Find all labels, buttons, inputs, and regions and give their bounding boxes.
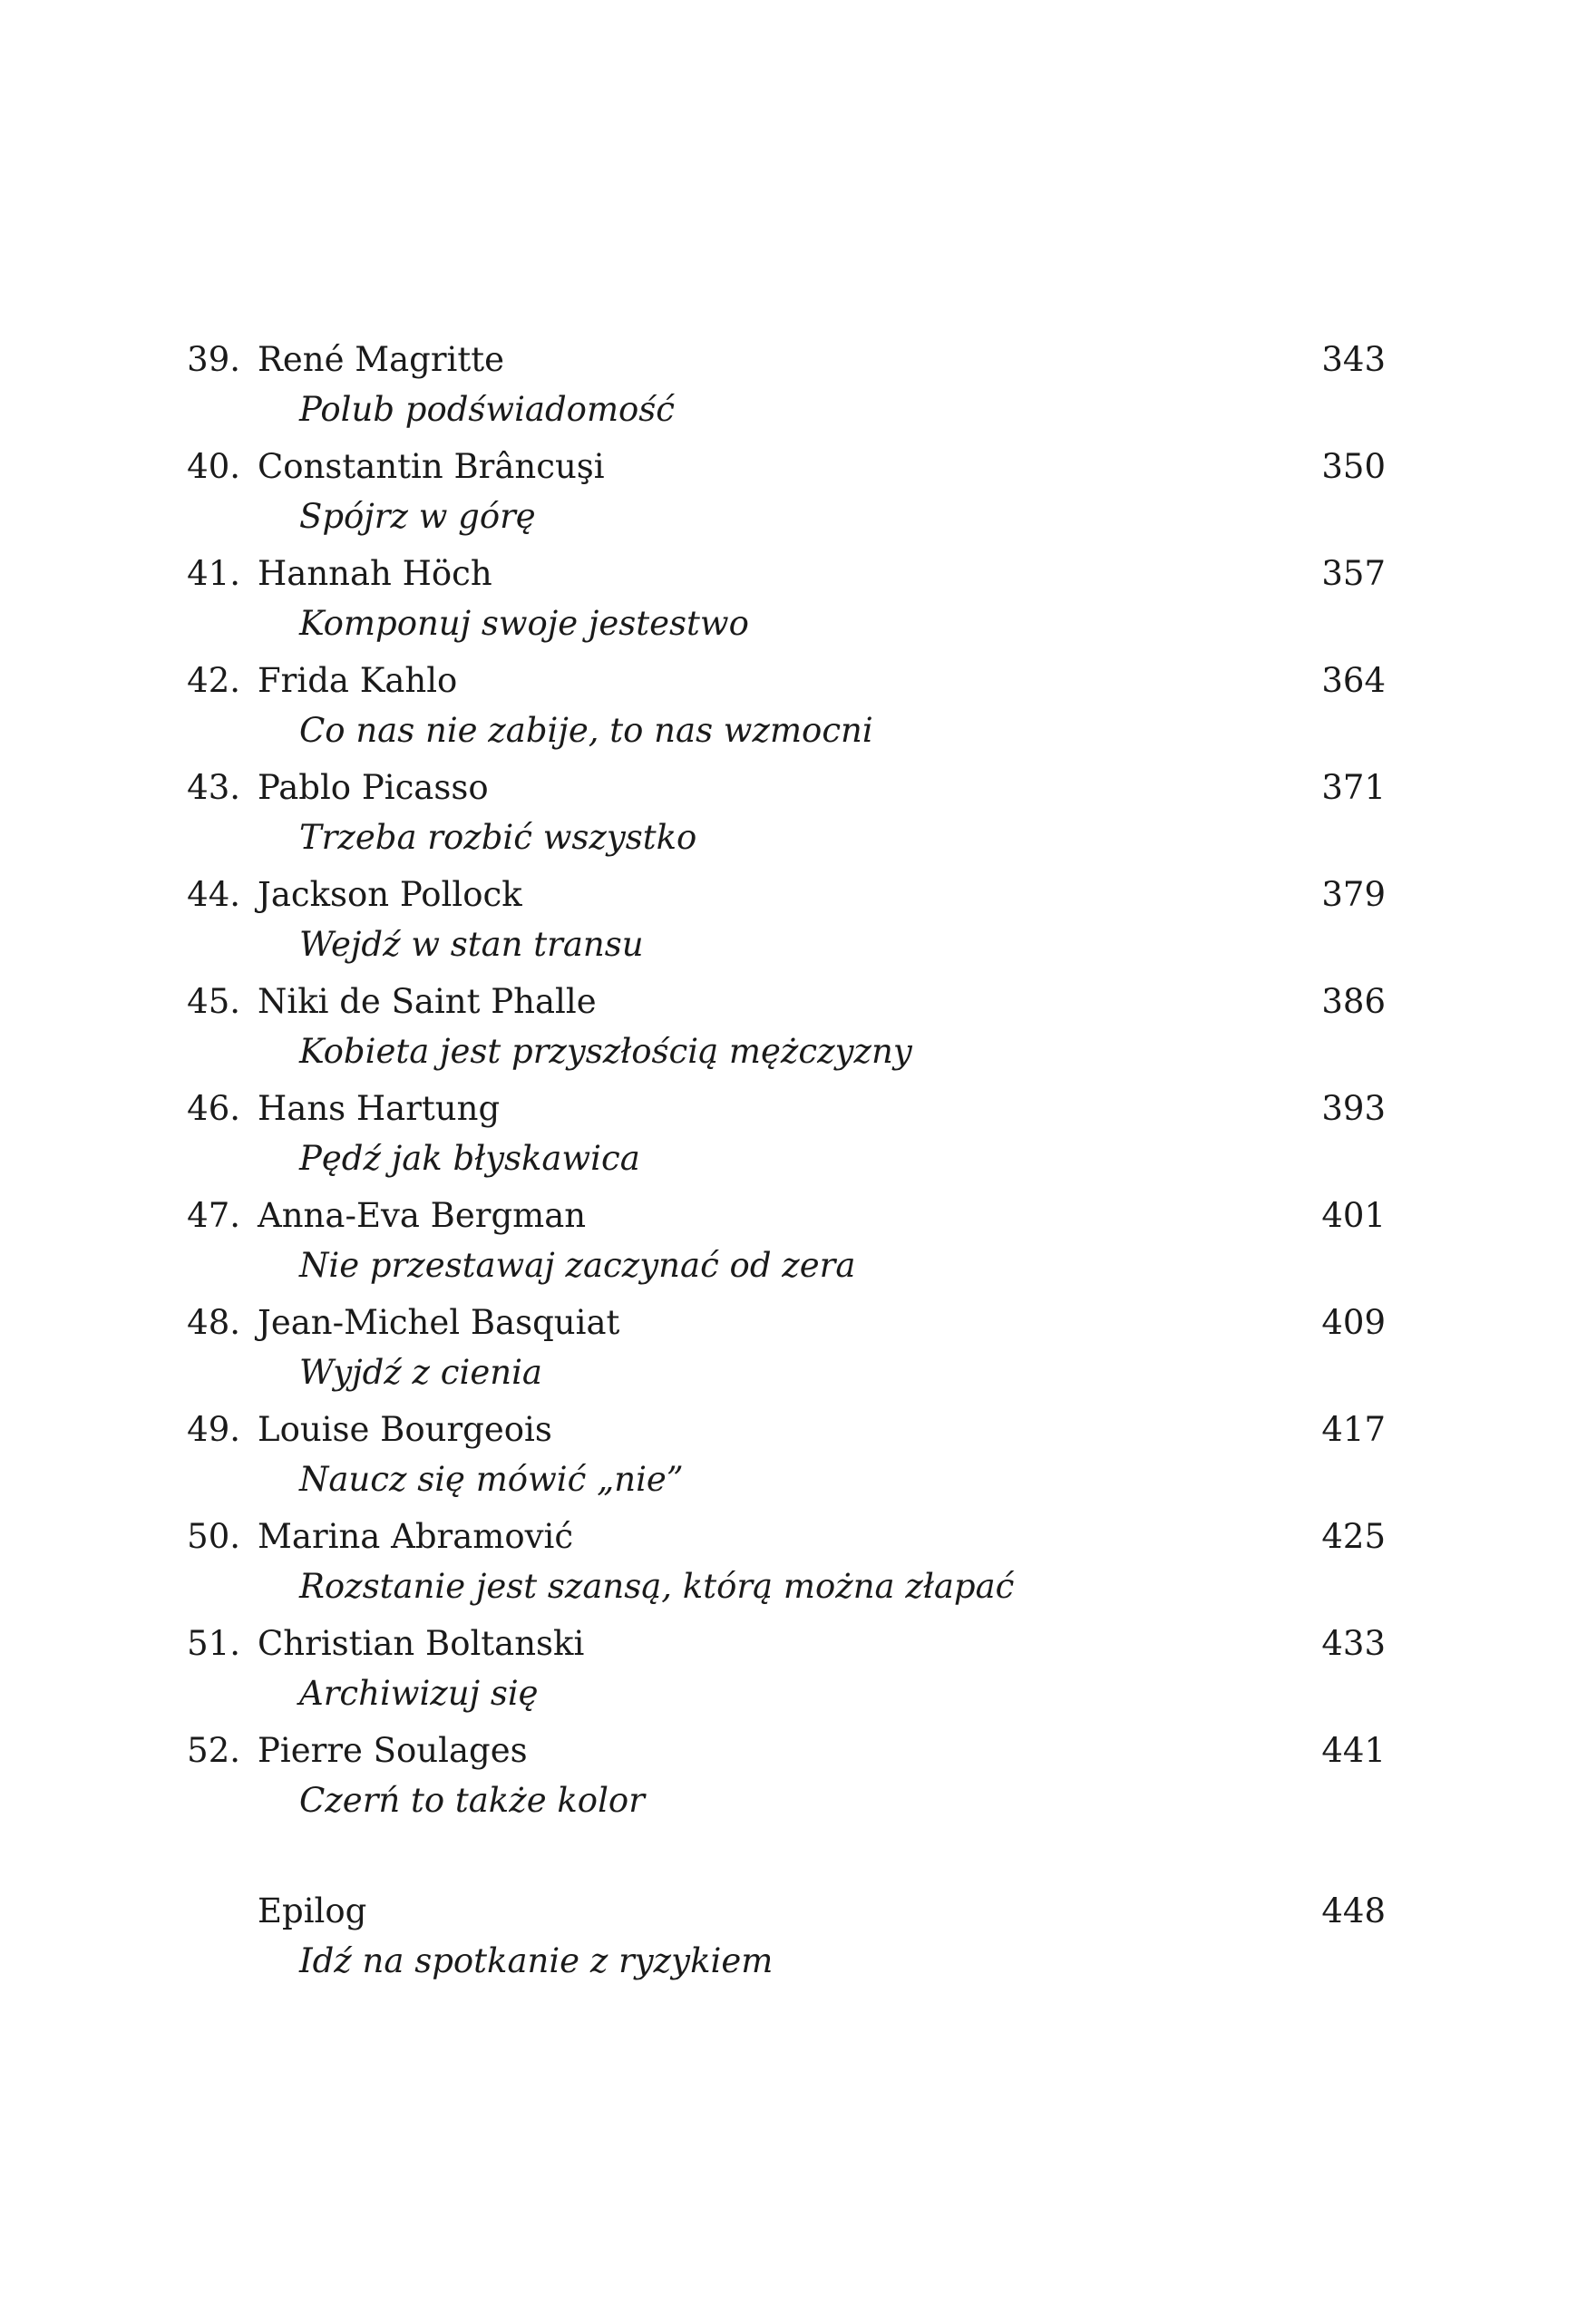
entry-page: 350 [1321,447,1386,486]
entry-page: 371 [1321,768,1386,807]
entry-name: Hans Hartung [258,1089,501,1128]
entry-page: 401 [1321,1196,1386,1235]
epilog-page: 448 [1321,1891,1386,1930]
entry-number: 49. [187,1410,240,1449]
toc-entry [0,1086,1577,1193]
toc-entry [0,1193,1577,1300]
toc-entry [0,658,1577,765]
entry-subtitle: Polub podświadomość [299,390,676,429]
toc-entry [0,551,1577,658]
entry-subtitle: Czerń to także kolor [299,1781,645,1820]
entry-name: Christian Boltanski [258,1624,585,1663]
entry-number: 51. [187,1624,240,1663]
entry-number: 39. [187,340,240,379]
entry-number: 41. [187,554,240,593]
entry-name: Niki de Saint Phalle [258,982,597,1021]
epilog-subtitle: Idź na spotkanie z ryzykiem [299,1941,774,1980]
entry-name: Pierre Soulages [258,1731,528,1770]
entry-name: Anna-Eva Bergman [258,1196,587,1235]
entry-number: 42. [187,661,240,700]
entry-name: Frida Kahlo [258,661,458,700]
entry-name: Marina Abramović [258,1517,574,1556]
entry-name: Louise Bourgeois [258,1410,552,1449]
entry-number: 40. [187,447,240,486]
toc-entry [0,1407,1577,1514]
toc-entry [0,1300,1577,1407]
entry-number: 47. [187,1196,240,1235]
entry-subtitle: Naucz się mówić „nie” [299,1460,684,1499]
toc-entry [0,1514,1577,1621]
entry-page: 425 [1321,1517,1386,1556]
entry-name: Jackson Pollock [258,875,522,914]
toc-epilog-entry [0,1889,1577,1996]
entry-page: 357 [1321,554,1386,593]
toc-entry [0,444,1577,551]
epilog-name: Epilog [258,1891,367,1930]
entry-page: 417 [1321,1410,1386,1449]
entry-name: Hannah Höch [258,554,492,593]
entry-number: 48. [187,1303,240,1342]
entry-name: Constantin Brâncuşi [258,447,605,486]
entry-subtitle: Wejdź w stan transu [299,925,644,964]
toc-entry [0,1728,1577,1835]
entry-subtitle: Wyjdź z cienia [299,1353,542,1392]
entry-page: 386 [1321,982,1386,1021]
toc-entry [0,1621,1577,1728]
entry-subtitle: Co nas nie zabije, to nas wzmocni [299,711,873,750]
entry-subtitle: Rozstanie jest szansą, którą można złapać [299,1567,1015,1606]
entry-page: 343 [1321,340,1386,379]
entry-number: 43. [187,768,240,807]
entry-page: 393 [1321,1089,1386,1128]
entry-subtitle: Nie przestawaj zaczynać od zera [299,1246,856,1285]
entry-name: Pablo Picasso [258,768,489,807]
entry-page: 433 [1321,1624,1386,1663]
entry-page: 379 [1321,875,1386,914]
entry-name: Jean-Michel Basquiat [258,1303,620,1342]
toc-entry [0,872,1577,979]
entry-number: 44. [187,875,240,914]
entry-number: 46. [187,1089,240,1128]
entry-subtitle: Komponuj swoje jestestwo [299,604,749,643]
entry-page: 441 [1321,1731,1386,1770]
entry-subtitle: Pędź jak błyskawica [299,1139,640,1178]
entry-subtitle: Spójrz w górę [299,497,536,536]
entry-subtitle: Kobieta jest przyszłością mężczyzny [299,1032,912,1071]
entry-page: 364 [1321,661,1386,700]
entry-number: 45. [187,982,240,1021]
toc-entry [0,979,1577,1086]
toc-entry [0,765,1577,872]
entry-subtitle: Archiwizuj się [299,1674,539,1713]
entry-number: 50. [187,1517,240,1556]
entry-page: 409 [1321,1303,1386,1342]
entry-name: René Magritte [258,340,505,379]
toc-entry [0,337,1577,444]
entry-subtitle: Trzeba rozbić wszystko [299,818,697,857]
entry-number: 52. [187,1731,240,1770]
